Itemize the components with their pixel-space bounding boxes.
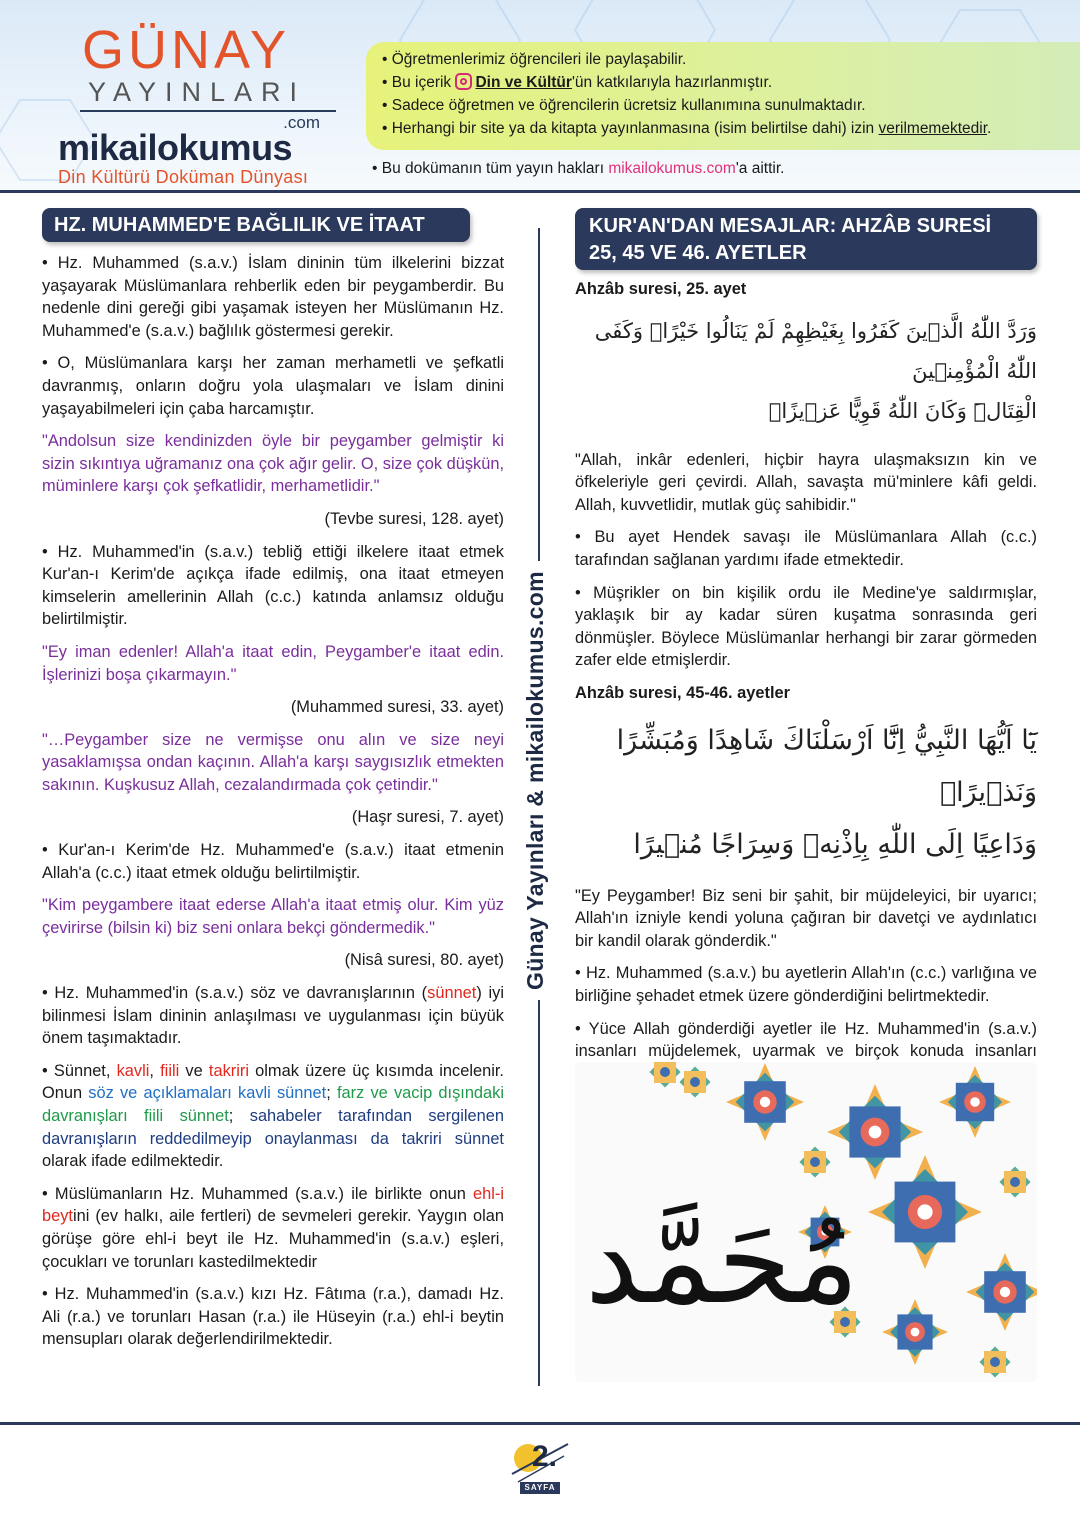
left-column: [42, 252, 504, 1361]
paragraph: • O, Müslümanlara karşı her zaman merhametli ve şefkatli davranmış, onların doğru yola ulaşmaları ve İslam dinini yaşayabilmeleri için çaba harcamıştır.: [42, 354, 504, 418]
header-divider: [0, 190, 1080, 193]
paragraph: • Müslümanların Hz. Muhammed (s.a.v.) ile birlikte onun ehl-i beytini (ev halkı, aile fertleri) de sevmeleri gerekir. Yaygın olan görüşe göre ehl-i beyt ile Hz. Muhammed'in (s.a.v.) eşleri, çocukları ve torunları kastedilmektedir: [42, 1184, 504, 1271]
calligraphy-muhammad: مُحَمَّد: [585, 1192, 860, 1331]
instagram-icon: [455, 73, 472, 90]
paragraph: • Hz. Muhammed'in (s.a.v.) söz ve davranışlarının (sünnet) iyi bilinmesi İslam dininin anlaşılması ve uygulanması için büyük önem taşımaktadır.: [42, 984, 504, 1048]
page-header: [0, 0, 1080, 190]
arabic-verse: وَرَدَّ اللّٰهُ الَّذ۪ينَ كَفَرُوا بِغَيْظِهِمْ لَمْ يَنَالُوا خَيْرًاۜ وَكَفَى اللّٰهُ الْمُؤْمِن۪ينَ الْقِتَالَۜ وَكَانَ اللّٰهُ قَوِيًّا عَز۪يزًاۚ: [594, 318, 1037, 423]
paragraph: • Hz. Muhammed (s.a.v.) İslam dininin tüm ilkelerini bizzat yaşayarak Müslümanlara rehberlik eden bir peygamberdir. Bu nedenle dini gereği gibi yaşamak isteyen her Müslümanın Hz. Muhammed'e (s.a.v.) bağlılık göstermesi gerekir.: [42, 254, 504, 340]
paragraph: • Bu ayet Hendek savaşı ile Müslümanlara Allah (c.c.) tarafından sağlanan yardımı ifade etmektedir.: [575, 528, 1037, 569]
paragraph: • Müşrikler on bin kişilik ordu ile Medine'ye saldırmışlar, yaklaşık bir ay kadar süren kuşatma sonrasında geri dönmüşler. Böylece Müslümanlar herhangi bir zarar görmeden zafer elde etmişlerdir.: [575, 583, 1037, 670]
brand-yayinlari: YAYINLARI: [88, 77, 307, 107]
notice-item: • Herhangi bir site ya da kitapta yayınlanmasına (isim belirtilse dahi) izin verilmemektedir.: [382, 117, 1080, 140]
paragraph: • Kur'an-ı Kerim'de Hz. Muhammed'e (s.a.v.) itaat etmenin Allah'a (c.c.) itaat etmek olduğu belirtilmiştir.: [42, 841, 504, 882]
footer-divider: [0, 1422, 1080, 1425]
din-ve-kultur-link[interactable]: Din ve Kültür: [475, 74, 572, 91]
quote-reference: (Tevbe suresi, 128. ayet): [324, 509, 504, 528]
page-number: 2.: [532, 1440, 558, 1473]
verse-heading: Ahzâb suresi, 45-46. ayetler: [575, 683, 791, 702]
left-section-title: HZ. MUHAMMED'E BAĞLILIK VE İTAAT: [42, 208, 470, 242]
quote-reference: (Muhammed suresi, 33. ayet): [290, 698, 504, 717]
page-number-badge: [506, 1436, 574, 1500]
paragraph: • Hz. Muhammed (s.a.v.) bu ayetlerin Allah'ın (c.c.) varlığına ve birliğine şehadet etmek üzere gönderdiğini belirtmektedir.: [575, 964, 1037, 1005]
logo-divider: [80, 110, 336, 112]
site-tld: .com: [283, 113, 320, 132]
page-label: SAYFA: [524, 1483, 556, 1492]
paragraph: • Yüce Allah gönderdiği ayetler ile Hz. Muhammed'in (s.a.v.) insanları müjdelemek, uyarmak ve birçok konuda insanları: [575, 1019, 1037, 1061]
quote-reference: (Nisâ suresi, 80. ayet): [344, 951, 504, 970]
quote: "Andolsun size kendinizden öyle bir peygamber gelmiştir ki sizin sıkıntıya uğramanız ona çok ağır gelir. O, size çok düşkün, müminlere karşı çok şefkatlidir, merhametlidir.": [42, 432, 504, 496]
verse-meaning: "Ey Peygamber! Biz seni bir şahit, bir müjdeleyici, bir uyarıcı; Allah'ın izniyle kendi yoluna çağıran bir davetçi ve aydınlatıcı bir kandil olarak gönderdik.": [575, 886, 1037, 950]
muhammad-calligraphy-art: [575, 1062, 1037, 1382]
paragraph: • Hz. Muhammed'in (s.a.v.) tebliğ ettiği ilkelere itaat etmek Kur'an-ı Kerim'de açıkça ifade edilmiş, ona itaat etmeyen kimselerin amellerinin Allah (c.c.) katında anlamsız olduğu belirtilmiştir.: [42, 542, 504, 629]
copyright-notice: • Bu dokümanın tüm yayın hakları mikailokumus.com'a aittir.: [372, 160, 785, 177]
arabic-verse: يَٓا اَيُّهَا النَّبِيُّ اِنَّٓا اَرْسَلْنَاكَ شَاهِدًا وَمُبَشِّرًا وَنَذ۪يرًاۙ وَدَاعِيًا اِلَى اللّٰهِ بِاِذْنِه۪ وَسِرَاجًا مُن۪يرًا: [616, 724, 1037, 860]
site-link[interactable]: mikailokumus.com: [608, 160, 736, 177]
site-tagline: Din Kültürü Doküman Dünyası: [58, 167, 309, 187]
paragraph: • Sünnet, kavli, fiili ve takriri olmak üzere üç kısımda incelenir. Onun söz ve açıklamaları kavli sünnet; farz ve vacip dışındaki davranışları fiili sünnet; sahabeler tarafından sergilenen davranışların reddedilmeyip onaylanması da takriri sünnet olarak ifade edilmektedir.: [42, 1061, 505, 1171]
quote-reference: (Haşr suresi, 7. ayet): [351, 808, 504, 827]
right-column: [575, 278, 1037, 1118]
quote: "…Peygamber size ne vermişse onu alın ve size neyi yasaklamışsa ondan kaçının. Allah'a karşı saygısızlık etmekten sakının. Kuşkusuz Allah, cezalandırmada çok çetindir.": [42, 730, 504, 794]
verse-heading: Ahzâb suresi, 25. ayet: [575, 280, 747, 298]
quote: "Ey iman edenler! Allah'a itaat edin, Peygamber'e itaat edin. İşlerinizi boşa çıkarmayın.": [42, 642, 504, 684]
usage-notice-box: [366, 42, 1080, 150]
verse-meaning: "Allah, inkâr edenleri, hiçbir hayra ulaşmaksızın kin ve öfkeleriyle geri çevirdi. Allah, savaşta mü'minlere kâfi geldi. Allah, kuvvetlidir, mutlak güç sahibidir.": [575, 450, 1037, 514]
notice-item: • Bu içerik Din ve Kültür'ün katkılarıyla hazırlanmıştır.: [382, 71, 1080, 94]
site-name: mikailokumus: [58, 127, 293, 168]
vertical-brand-text: Günay Yayınları & mikailokumus.com: [522, 561, 549, 1000]
paragraph: • Hz. Muhammed'in (s.a.v.) kızı Hz. Fâtıma (r.a.), damadı Hz. Ali (r.a.) ve torunları Hasan (r.a.) ile Hüseyin (r.a.) ehl-i beytin mensupları olarak değerlendirilmektedir.: [42, 1285, 504, 1349]
notice-item: • Sadece öğretmen ve öğrencilerin ücretsiz kullanımına sunulmaktadır.: [382, 94, 1080, 117]
right-section-title: KUR'AN'DAN MESAJLAR: AHZÂB SURESİ 25, 45 VE 46. AYETLER: [575, 208, 1037, 270]
gunay-logo: [58, 22, 348, 188]
quote: "Kim peygambere itaat ederse Allah'a itaat etmiş olur. Kim yüz çevirirse (bilsin ki) biz seni onlara bekçi göndermedik.": [42, 896, 504, 937]
notice-item: • Öğretmenlerimiz öğrencileri ile paylaşabilir.: [382, 48, 1080, 71]
brand-gunay: GÜNAY: [82, 20, 291, 80]
